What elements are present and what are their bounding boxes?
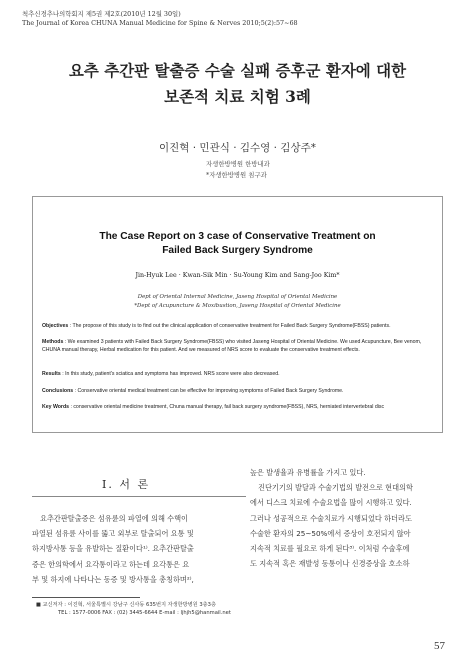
abstract-conclusions bbox=[42, 387, 434, 395]
conclusions-text: : Conservative oriental medical treatment can be effective for improving symptoms of Failed Back Surgery Syndrome. bbox=[73, 388, 344, 394]
right-column bbox=[250, 465, 446, 571]
keywords-label: Key Words bbox=[42, 404, 70, 410]
affiliation-ko-1: 자생한방병원 한방내과 bbox=[206, 160, 270, 168]
section-divider bbox=[32, 496, 246, 497]
objectives-text: : The propose of this study is to find out the clinical application of conservative treatment for Failed Back Surgery Syndrome(FBSS) patients. bbox=[68, 323, 391, 329]
right-line-6: 지속적 치료를 필요로 하게 된다³⁾. 이처럼 수술후에 bbox=[250, 544, 410, 554]
left-line-2: 파열된 섬유륜 사이를 뚫고 외부로 탈출되어 요통 및 bbox=[32, 529, 194, 539]
authors-en: Jin-Hyuk Lee · Kwan-Sik Min · Su-Young Kim and Sang-Joo Kim* bbox=[135, 272, 340, 279]
right-line-2: 진단기기의 발달과 수술기법의 발전으로 현대의학 bbox=[258, 483, 413, 493]
title-en-line2: Failed Back Surgery Syndrome bbox=[162, 245, 313, 256]
page-number: 57 bbox=[434, 640, 445, 652]
abstract-results bbox=[42, 370, 434, 378]
abstract-keywords bbox=[42, 403, 434, 411]
affiliation-en-2: *Dept of Acupuncture & Moxibustion, Jaseng Hospital of Oriental Medicine bbox=[134, 303, 341, 309]
left-line-1: 요추간판탈출증은 섬유륜의 파열에 의해 수핵이 bbox=[40, 514, 189, 523]
title-ko-line1: 요추 추간판 탈출증 수술 실패 증후군 환자에 대한 bbox=[68, 61, 407, 80]
authors-ko: 이진혁 · 민관식 · 김수영 · 김상주* bbox=[158, 142, 316, 154]
footnote-line-2: TEL : 1577-0006 FAX : (02) 3445-6644 E-mail : ljhjh5@hanmail.net bbox=[58, 610, 231, 616]
keywords-text: : conservative oriental medicine treatment, Chuna manual therapy, fail back surgery syndrome(FBSS), NRS, herniated intervertebral disc bbox=[69, 404, 385, 410]
methods-text: : We examined 3 patients with Failed Back Surgery Syndrome(FBSS) who visited Jaseng Hospital of Oriental Medicine. We used Acupuncture, Bee venom, CHUNA manual therapy, Herbal medication for this patient. And we measured of NRS score to evaluate the conservative treatment effects. bbox=[42, 339, 422, 353]
right-line-3: 에서 디스크 치료에 수술요법을 많이 시행하고 있다. bbox=[250, 498, 412, 508]
left-line-5: 부 및 하지에 나타나는 동증 및 방사통을 총칭하며²⁾, bbox=[32, 574, 194, 584]
affiliation-ko-2: *자생한방병원 침구과 bbox=[206, 171, 267, 179]
right-line-4: 그러나 성공적으로 수술치료가 시행되었다 하더라도 bbox=[250, 513, 412, 523]
left-line-3: 하지방사통 등을 유발하는 질환이다¹⁾. 요추간판탈출 bbox=[32, 544, 194, 554]
footnote bbox=[36, 601, 231, 617]
right-line-1: 높은 발생율과 유병률을 가지고 있다. bbox=[250, 468, 366, 477]
journal-english: The Journal of Korea CHUNA Manual Medicine for Spine & Nerves 2010;5(2):57~68 bbox=[22, 19, 298, 27]
abstract-objectives bbox=[42, 322, 434, 330]
methods-label: Methods bbox=[42, 339, 64, 345]
footnote-rule bbox=[32, 597, 140, 598]
results-text: : In this study, patient's sciatica and symptoms has improved. NRS score were also decreased. bbox=[60, 371, 280, 377]
section-heading: Ⅰ. 서 론 bbox=[102, 478, 151, 491]
footnote-line-1: ■ 교신저자 : 이진혁, 서울특별시 강남구 신사동 635번지 자생한방병원 3층3층 bbox=[36, 602, 216, 608]
affiliation-en-1: Dept of Oriental Internal Medicine, Jaseng Hospital of Oriental Medicine bbox=[137, 294, 338, 300]
results-label: Results bbox=[42, 371, 61, 377]
objectives-label: Objectives bbox=[42, 323, 69, 329]
title-ko-line2: 보존적 치료 치험 3례 bbox=[164, 87, 311, 106]
right-line-7: 도 지속적 혹은 재발성 동통이나 신경증상을 호소하 bbox=[250, 559, 410, 569]
conclusions-label: Conclusions bbox=[42, 388, 74, 394]
left-column bbox=[32, 511, 242, 587]
journal-korean: 척추신경추나의학회지 제5권 제2호(2010년 12월 30일) bbox=[22, 10, 181, 18]
abstract-methods bbox=[42, 338, 434, 354]
title-en-line1: The Case Report on 3 case of Conservative Treatment on bbox=[99, 231, 376, 242]
right-line-5: 수술한 환자의 25~50%에서 증상이 호전되지 않아 bbox=[250, 528, 411, 538]
journal-header bbox=[22, 10, 298, 28]
left-line-4: 증은 한의학에서 요각통이라고 하는데 요각통은 요 bbox=[32, 559, 190, 569]
